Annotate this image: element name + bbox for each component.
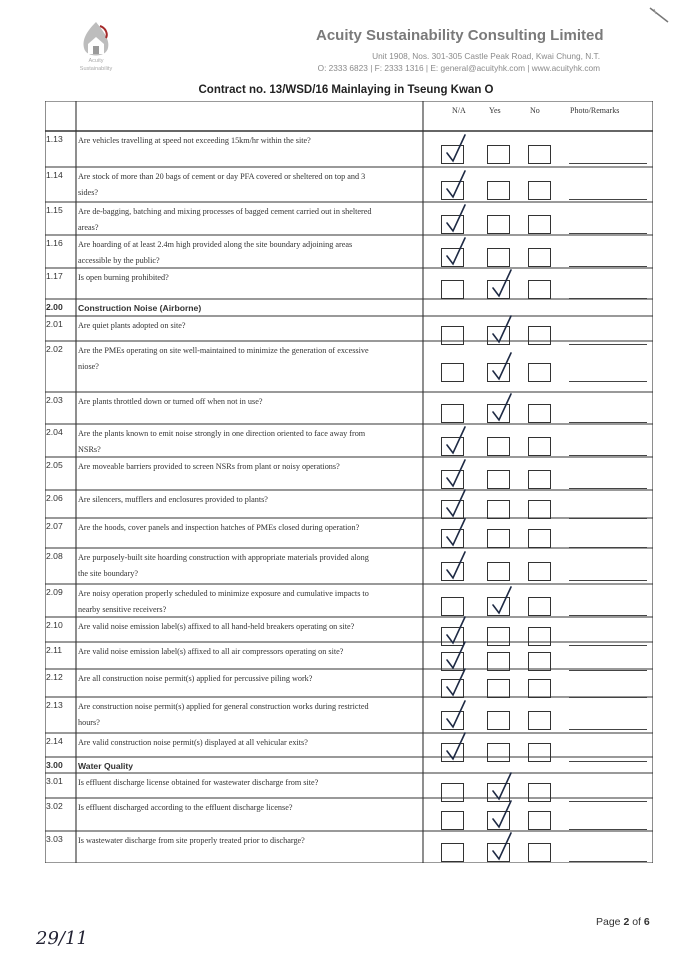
check-mark-icon [489, 268, 515, 298]
remarks-line[interactable] [569, 801, 647, 802]
remarks-line[interactable] [569, 861, 647, 862]
checkbox-yes[interactable] [487, 562, 510, 581]
row-number: 1.15 [46, 205, 63, 215]
row-question: Is open burning prohibited? [78, 273, 169, 282]
checkbox-na[interactable] [441, 597, 464, 616]
pen-mark-icon [648, 6, 672, 26]
remarks-line[interactable] [569, 580, 647, 581]
row-number: 3.01 [46, 776, 63, 786]
checkbox-no[interactable] [528, 326, 551, 345]
check-mark-icon [489, 351, 515, 381]
checkbox-no[interactable] [528, 652, 551, 671]
check-mark-icon [443, 133, 469, 163]
remarks-line[interactable] [569, 163, 647, 164]
check-mark-icon [443, 488, 469, 518]
row-number: 3.02 [46, 801, 63, 811]
row-question: Are valid noise emission label(s) affixed to all hand-held breakers operating on site? [78, 622, 355, 631]
row-question: Is effluent discharge license obtained for wastewater discharge from site? [78, 778, 319, 787]
checkbox-yes[interactable] [487, 679, 510, 698]
check-mark-icon [443, 699, 469, 729]
check-mark-icon [489, 771, 515, 801]
page-title: Contract no. 13/WSD/16 Mainlaying in Tseung Kwan O [198, 84, 494, 96]
row-question: Construction Noise (Airborne) [78, 303, 202, 313]
checkbox-na[interactable] [441, 811, 464, 830]
checkbox-no[interactable] [528, 627, 551, 646]
row-number: 2.11 [46, 645, 63, 655]
checkbox-no[interactable] [528, 215, 551, 234]
row-number: 2.02 [46, 344, 63, 354]
checkbox-yes[interactable] [487, 529, 510, 548]
page-number: Page 2 of 6 [596, 916, 650, 928]
row-question: Are purposely-built site hoarding construction with appropriate materials provided along [78, 553, 369, 562]
company-name: Acuity Sustainability Consulting Limited [316, 27, 604, 44]
remarks-line[interactable] [569, 199, 647, 200]
checkbox-na[interactable] [441, 404, 464, 423]
row-number: 2.09 [46, 587, 63, 597]
remarks-line[interactable] [569, 761, 647, 762]
row-number: 2.07 [46, 521, 63, 531]
remarks-line[interactable] [569, 645, 647, 646]
check-mark-icon [489, 831, 515, 861]
row-question: Are hoarding of at least 2.4m high provided along the site boundary adjoining areas [78, 240, 353, 249]
checkbox-no[interactable] [528, 404, 551, 423]
checkbox-yes[interactable] [487, 500, 510, 519]
column-header-no: No [530, 106, 540, 115]
checkbox-yes[interactable] [487, 652, 510, 671]
row-number: 2.10 [46, 620, 63, 630]
check-mark-icon [443, 550, 469, 580]
row-question: NSRs? [78, 445, 101, 454]
checkbox-yes[interactable] [487, 181, 510, 200]
checkbox-no[interactable] [528, 562, 551, 581]
row-question: accessible by the public? [78, 256, 160, 265]
row-question: Are valid noise emission label(s) affixed to all air compressors operating on site? [78, 647, 344, 656]
row-question: Are construction noise permit(s) applied for general construction works during restricted [78, 702, 369, 711]
checkbox-na[interactable] [441, 280, 464, 299]
checkbox-na[interactable] [441, 843, 464, 862]
check-mark-icon [443, 169, 469, 199]
checkbox-no[interactable] [528, 470, 551, 489]
checkbox-no[interactable] [528, 280, 551, 299]
row-question: Is wastewater discharge from site properly treated prior to discharge? [78, 836, 305, 845]
checkbox-yes[interactable] [487, 743, 510, 762]
checkbox-na[interactable] [441, 783, 464, 802]
company-contact: O: 2333 6823 | F: 2333 1316 | E: general@acuityhk.com | www.acuityhk.com [317, 63, 600, 73]
remarks-line[interactable] [569, 518, 647, 519]
checkbox-na[interactable] [441, 326, 464, 345]
row-number: 2.13 [46, 700, 63, 710]
logo-text-line-1: Acuity [88, 58, 104, 64]
check-mark-icon [443, 425, 469, 455]
row-number: 1.14 [46, 170, 63, 180]
checkbox-yes[interactable] [487, 627, 510, 646]
remarks-line[interactable] [569, 829, 647, 830]
row-question: Are plants throttled down or turned off when not in use? [78, 397, 263, 406]
row-number: 2.04 [46, 427, 63, 437]
remarks-line[interactable] [569, 729, 647, 730]
check-mark-icon [489, 585, 515, 615]
checkbox-no[interactable] [528, 843, 551, 862]
logo-text-line-2: Sustainability [79, 66, 113, 72]
row-question: nearby sensitive receivers? [78, 605, 167, 614]
row-question: Are de-bagging, batching and mixing processes of bagged cement carried out in sheltered [78, 207, 372, 216]
row-number: 1.16 [46, 238, 63, 248]
check-mark-icon [443, 667, 469, 697]
checkbox-no[interactable] [528, 783, 551, 802]
row-number: 1.17 [46, 271, 63, 281]
row-question: areas? [78, 223, 99, 232]
check-mark-icon [489, 314, 515, 344]
row-number: 2.14 [46, 736, 63, 746]
column-header-yes: Yes [489, 106, 501, 115]
checkbox-no[interactable] [528, 743, 551, 762]
check-mark-icon [443, 731, 469, 761]
row-question: the site boundary? [78, 569, 139, 578]
remarks-line[interactable] [569, 670, 647, 671]
row-number: 2.05 [46, 460, 63, 470]
checkbox-no[interactable] [528, 711, 551, 730]
row-number: 2.03 [46, 395, 63, 405]
row-question: sides? [78, 188, 99, 197]
row-number: 1.13 [46, 134, 63, 144]
row-question: Are the plants known to emit noise strongly in one direction oriented to face away from [78, 429, 366, 438]
checkbox-yes[interactable] [487, 711, 510, 730]
checkbox-no[interactable] [528, 363, 551, 382]
row-question: Are moveable barriers provided to screen NSRs from plant or noisy operations? [78, 462, 340, 471]
row-question: Are valid construction noise permit(s) displayed at all vehicular exits? [78, 738, 308, 747]
row-question: niose? [78, 362, 99, 371]
checkbox-no[interactable] [528, 500, 551, 519]
row-question: hours? [78, 718, 100, 727]
row-number: 3.03 [46, 834, 63, 844]
checkbox-yes[interactable] [487, 470, 510, 489]
row-question: Are quiet plants adopted on site? [78, 321, 186, 330]
row-question: Is effluent discharged according to the effluent discharge license? [78, 803, 293, 812]
remarks-line[interactable] [569, 266, 647, 267]
checkbox-no[interactable] [528, 437, 551, 456]
remarks-line[interactable] [569, 697, 647, 698]
checkbox-no[interactable] [528, 597, 551, 616]
checkbox-yes[interactable] [487, 145, 510, 164]
checkbox-no[interactable] [528, 145, 551, 164]
check-mark-icon [443, 517, 469, 547]
row-question: Are the PMEs operating on site well-maintained to minimize the generation of excessive [78, 346, 369, 355]
remarks-line[interactable] [569, 344, 647, 345]
column-header-na: N/A [452, 106, 466, 115]
row-question: Water Quality [78, 761, 134, 771]
remarks-line[interactable] [569, 422, 647, 423]
checkbox-no[interactable] [528, 248, 551, 267]
checkbox-no[interactable] [528, 811, 551, 830]
row-question: Are noisy operation properly scheduled to minimize exposure and cumulative impacts to [78, 589, 369, 598]
row-number: 2.12 [46, 672, 63, 682]
remarks-line[interactable] [569, 615, 647, 616]
remarks-line[interactable] [569, 547, 647, 548]
row-question: Are the hoods, cover panels and inspection hatches of PMEs closed during operation? [78, 523, 360, 532]
check-mark-icon [489, 392, 515, 422]
check-mark-icon [443, 458, 469, 488]
checkbox-no[interactable] [528, 679, 551, 698]
remarks-line[interactable] [569, 381, 647, 382]
handwritten-date: 29/11 [36, 928, 88, 949]
row-question: Are all construction noise permit(s) applied for percussive piling work? [78, 674, 313, 683]
row-question: Are stock of more than 20 bags of cement or day PFA covered or sheltered on top and 3 [78, 172, 366, 181]
check-mark-icon [443, 236, 469, 266]
checkbox-yes[interactable] [487, 437, 510, 456]
column-header-remarks: Photo/Remarks [570, 106, 620, 115]
row-number: 2.01 [46, 319, 63, 329]
company-address: Unit 1908, Nos. 301-305 Castle Peak Road, Kwai Chung, N.T. [372, 51, 600, 61]
row-number: 2.06 [46, 493, 63, 503]
remarks-line[interactable] [569, 298, 647, 299]
checkbox-no[interactable] [528, 181, 551, 200]
checkbox-yes[interactable] [487, 248, 510, 267]
row-question: Are silencers, mufflers and enclosures provided to plants? [78, 495, 268, 504]
remarks-line[interactable] [569, 455, 647, 456]
checkbox-yes[interactable] [487, 215, 510, 234]
row-number: 2.08 [46, 551, 63, 561]
row-number: 2.00 [46, 302, 63, 312]
remarks-line[interactable] [569, 488, 647, 489]
remarks-line[interactable] [569, 233, 647, 234]
check-mark-icon [443, 203, 469, 233]
row-number: 3.00 [46, 760, 63, 770]
row-question: Are vehicles travelling at speed not exceeding 15km/hr within the site? [78, 136, 311, 145]
check-mark-icon [443, 640, 469, 670]
check-mark-icon [489, 799, 515, 829]
checkbox-na[interactable] [441, 363, 464, 382]
checkbox-no[interactable] [528, 529, 551, 548]
